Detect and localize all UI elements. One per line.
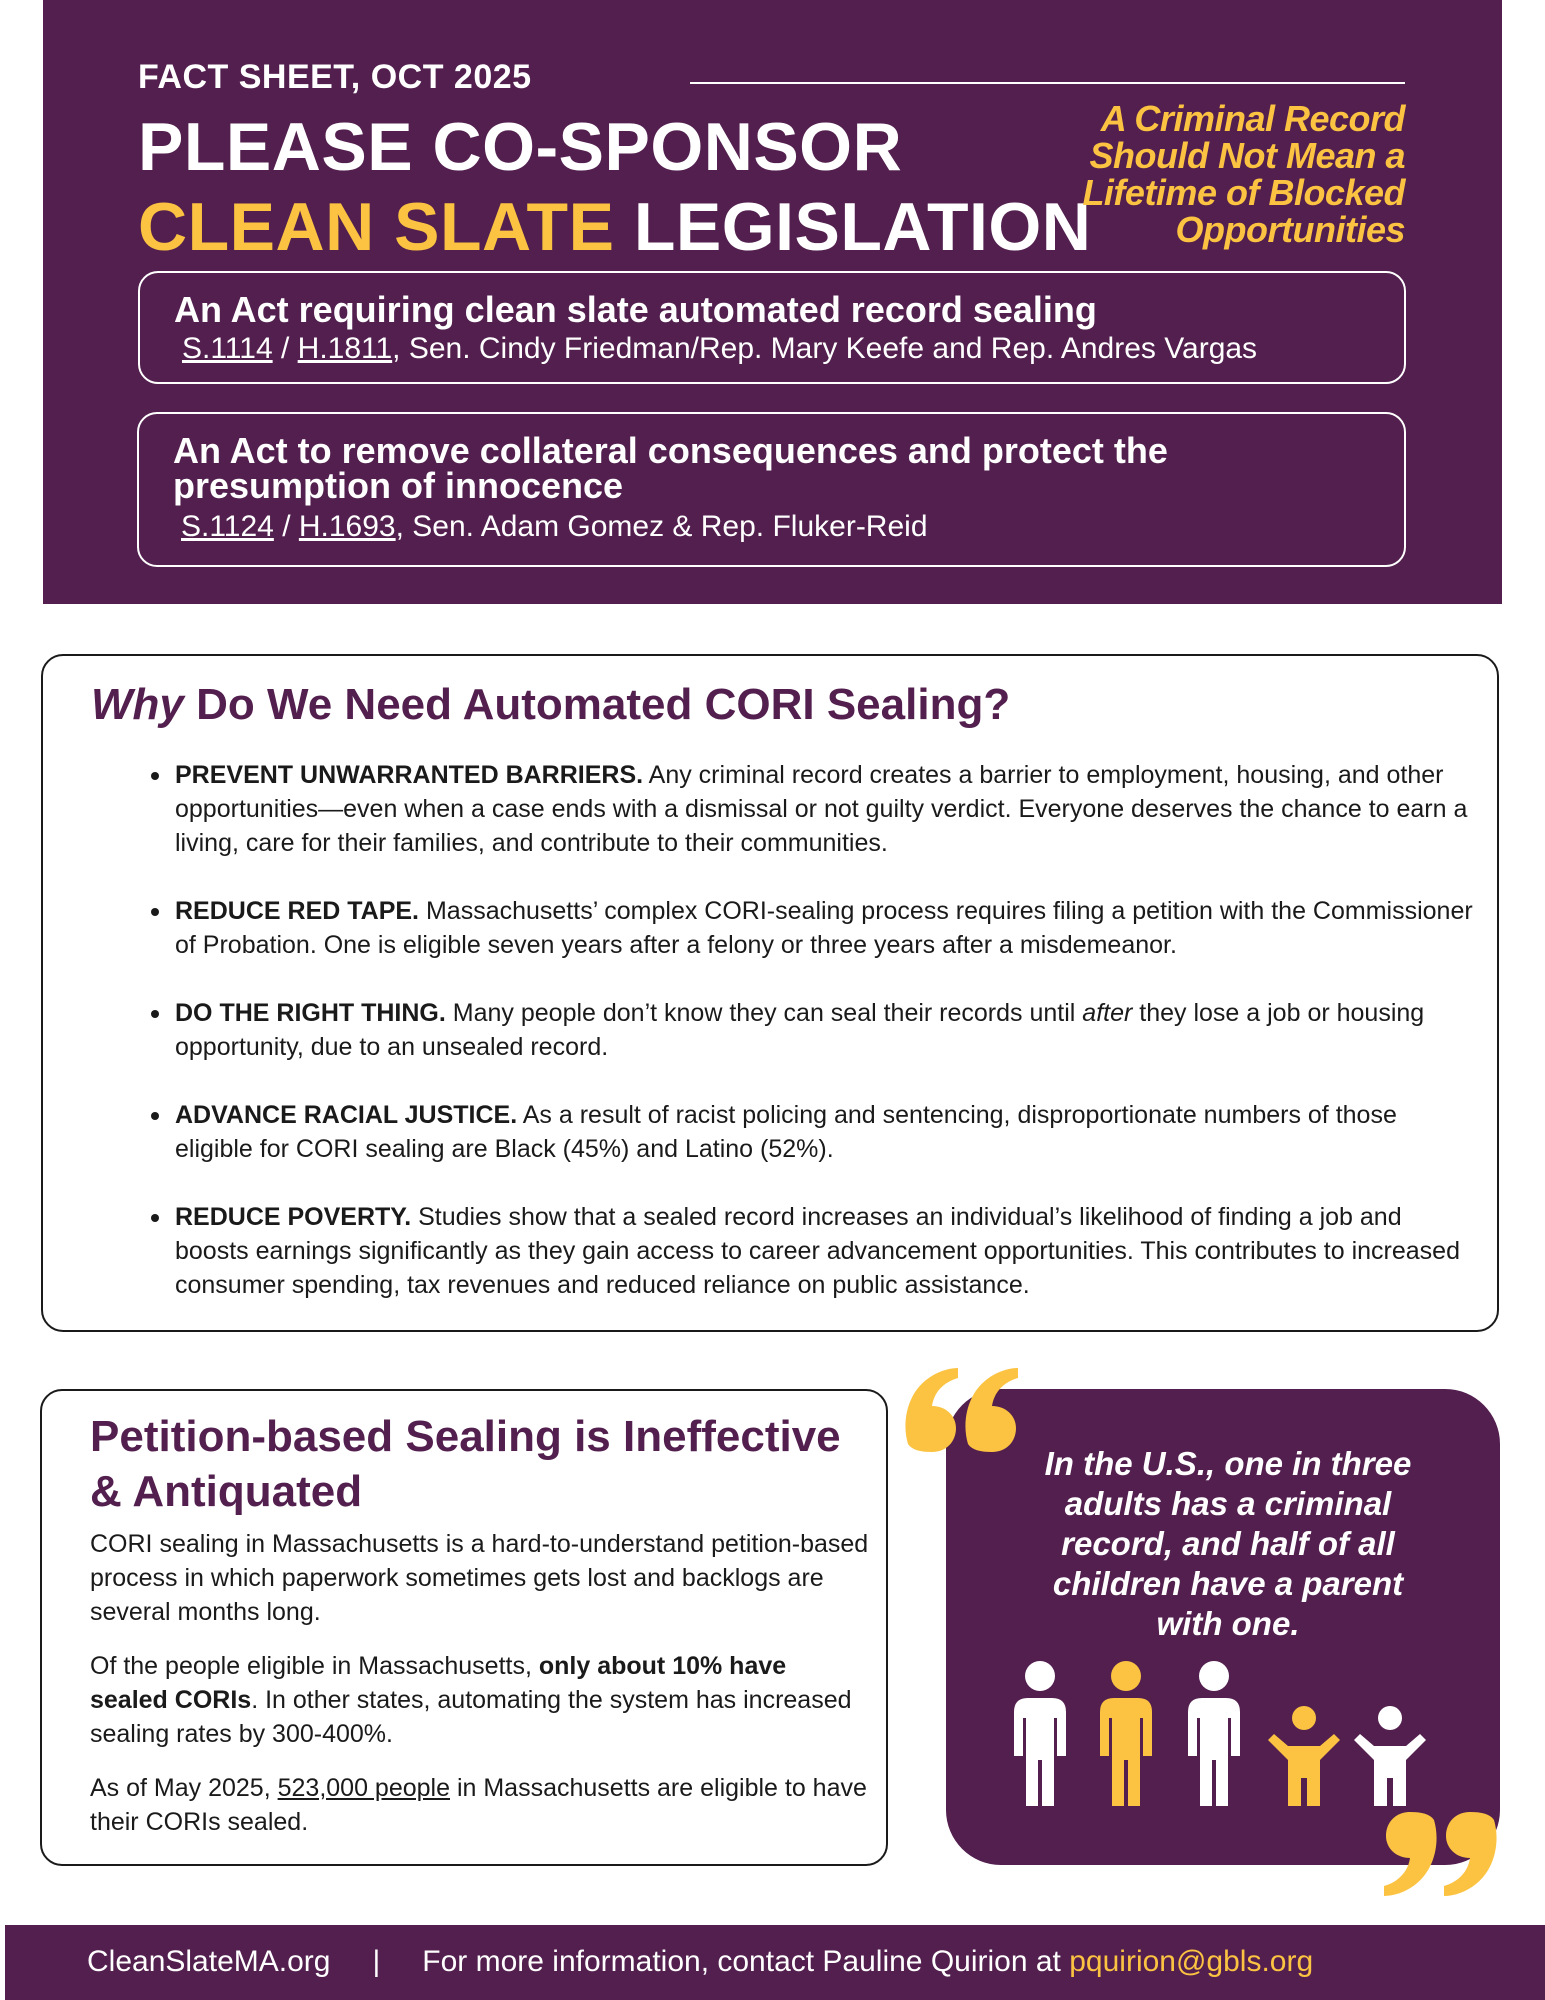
people-icons	[1006, 1660, 1446, 1810]
bill-sponsors	[181, 510, 928, 544]
paragraph-text: Of the people eligible in Massachusetts,	[90, 1652, 539, 1680]
website-link[interactable]: CleanSlateMA.org	[87, 1945, 331, 1978]
why-title-rest: Do We Need Automated CORI Sealing?	[183, 680, 1011, 729]
list-item	[93, 758, 1473, 860]
sponsor-names: , Sen. Cindy Friedman/Rep. Mary Keefe and Rep. Andres Vargas	[392, 332, 1258, 365]
bill-slash: /	[272, 332, 298, 365]
adult-figure-icon	[1014, 1661, 1066, 1806]
bill-card-2	[137, 412, 1406, 567]
bill-card-1	[138, 271, 1406, 384]
adult-figure-icon	[1188, 1661, 1240, 1806]
bullet-lead: ADVANCE RACIAL JUSTICE.	[175, 1101, 518, 1129]
footer-separator: |	[372, 1945, 381, 1978]
bullet-text: As a result of racist policing and sentencing, disproportionate numbers of those eligible for CORI sealing are Black (45%) and Latino (52%).	[175, 1101, 1397, 1163]
bullet-text: Massachusetts’ complex CORI-sealing process requires filing a petition with the Commissioner of Probation. One is eligible seven years after a felony or three years after a misdemeanor.	[175, 897, 1473, 959]
petition-title: Petition-based Sealing is Ineffective & Antiquated	[90, 1412, 841, 1516]
senate-bill-link[interactable]: S.1124	[181, 510, 274, 543]
sponsor-names: , Sen. Adam Gomez & Rep. Fluker-Reid	[395, 510, 928, 543]
close-quote-icon	[1374, 1808, 1504, 1900]
bullet-lead: REDUCE POVERTY.	[175, 1203, 412, 1231]
page-title-line1: PLEASE CO-SPONSOR	[138, 109, 903, 185]
petition-section	[40, 1389, 888, 1866]
paragraph-bold: only about 10% have sealed CORIs	[90, 1652, 787, 1714]
email-link[interactable]: pquirion@gbls.org	[1069, 1945, 1314, 1978]
why-bullet-list	[93, 758, 1473, 1302]
list-item	[93, 1200, 1473, 1302]
paragraph-text: As of May 2025,	[90, 1774, 278, 1802]
adult-figure-icon	[1100, 1661, 1152, 1806]
bullet-lead: REDUCE RED TAPE.	[175, 897, 420, 925]
footer-text	[87, 1945, 1313, 1979]
paragraph-text: . In other states, automating the system has increased sealing rates by 300-400%.	[90, 1686, 852, 1748]
house-bill-link[interactable]: H.1811	[297, 332, 393, 365]
why-title	[91, 680, 1010, 730]
why-title-italic: Why	[91, 680, 184, 729]
bill-slash: /	[273, 510, 299, 543]
eligible-people-link[interactable]: 523,000 people	[277, 1774, 450, 1802]
title-highlight: CLEAN SLATE	[138, 189, 615, 265]
open-quote-icon	[898, 1364, 1028, 1456]
quote-text: In the U.S., one in three adults has a criminal record, and half of all children have a parent with one.	[1044, 1445, 1412, 1642]
bill-title: An Act to remove collateral consequences and protect the presumption of innocence	[173, 430, 1168, 506]
list-item	[93, 894, 1473, 962]
tagline: A Criminal Record Should Not Mean a Lifetime of Blocked Opportunities	[1082, 98, 1405, 250]
bullet-text: Any criminal record creates a barrier to employment, housing, and other opportunities—even when a case ends with a dismissal or not guilty verdict. Everyone deserves the chance to earn a living, care for their families, and contribute to their communities.	[175, 761, 1468, 857]
contact-text: For more information, contact Pauline Quirion at	[422, 1945, 1070, 1978]
bill-title: An Act requiring clean slate automated record sealing	[174, 289, 1097, 330]
child-figure-icon	[1268, 1706, 1340, 1806]
petition-paragraph-3	[90, 1771, 870, 1839]
list-item	[93, 1098, 1473, 1166]
petition-paragraph-1: CORI sealing in Massachusetts is a hard-to-understand petition-based process in which paperwork sometimes gets lost and backlogs are several months long.	[90, 1530, 869, 1626]
bullet-text: Many people don’t know they can seal their records until	[445, 999, 1083, 1027]
eyebrow: FACT SHEET, OCT 2025	[138, 58, 532, 96]
bill-sponsors	[182, 332, 1257, 366]
eyebrow-divider	[690, 82, 1405, 84]
bullet-lead: DO THE RIGHT THING.	[175, 999, 446, 1027]
bullet-lead: PREVENT UNWARRANTED BARRIERS.	[175, 761, 644, 789]
senate-bill-link[interactable]: S.1114	[182, 332, 273, 365]
child-figure-icon	[1354, 1706, 1426, 1806]
bullet-text-italic: after	[1082, 999, 1133, 1027]
house-bill-link[interactable]: H.1693	[298, 510, 396, 543]
footer	[5, 1925, 1545, 2000]
why-section	[41, 654, 1499, 1332]
bullet-text: they lose a job or housing opportunity, due to an unsealed record.	[175, 999, 1425, 1061]
bullet-text: Studies show that a sealed record increases an individual’s likelihood of finding a job and boosts earnings significantly as they gain access to career advancement opportunities. This contributes to increased consumer spending, tax revenues and reduced reliance on public assistance.	[175, 1203, 1460, 1299]
page-title-line2	[138, 188, 1091, 266]
petition-paragraph-2	[90, 1649, 870, 1751]
title-rest: LEGISLATION	[614, 189, 1092, 265]
list-item	[93, 996, 1473, 1064]
paragraph-text: in Massachusetts are eligible to have their CORIs sealed.	[90, 1774, 867, 1836]
